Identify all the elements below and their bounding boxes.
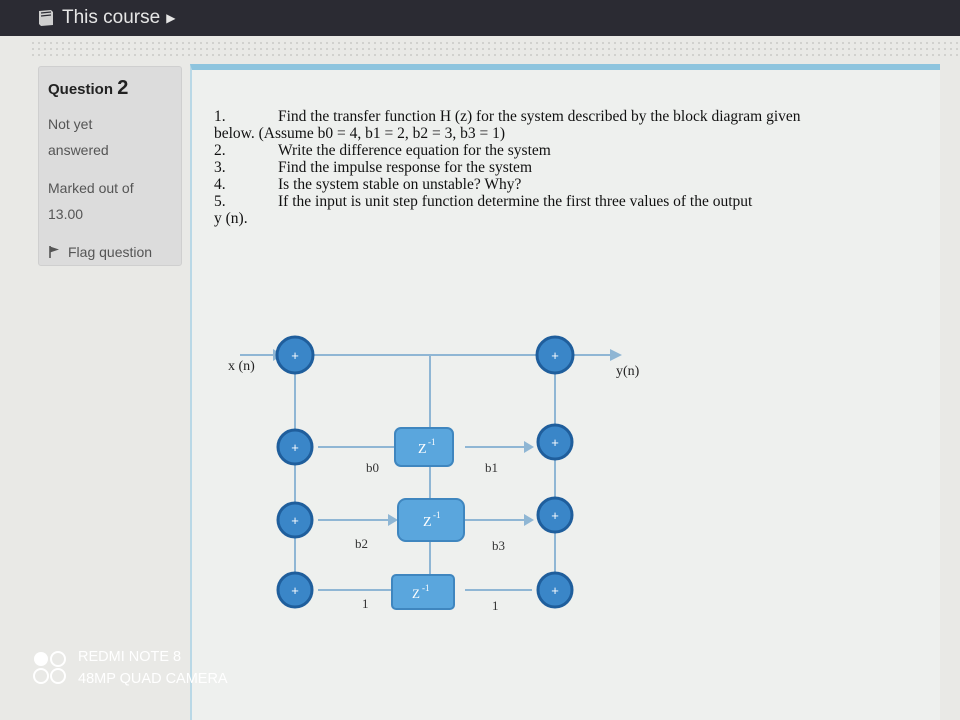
item-text: Find the impulse response for the system: [278, 159, 532, 176]
delay-block-3: [392, 575, 454, 609]
flag-question-label: Flag question: [68, 244, 153, 260]
plus-sign: +: [291, 348, 299, 363]
plus-sign: +: [551, 348, 559, 363]
plus-sign: +: [551, 435, 559, 450]
output-label: y(n): [616, 364, 640, 379]
delay-exponent: -1: [422, 583, 430, 593]
gain-one-left: 1: [362, 596, 369, 611]
item-text: Is the system stable on unstable? Why?: [278, 176, 522, 193]
delay-block-2: [398, 499, 464, 541]
output-arrow: [610, 349, 622, 361]
delay-exponent: -1: [428, 437, 436, 447]
marks-label: Marked out of: [48, 180, 134, 196]
arrow-b3: [524, 514, 534, 526]
delay-label: Z: [412, 586, 420, 601]
state-line-2: answered: [48, 142, 109, 158]
item-number: 4.: [214, 176, 226, 193]
adder-node: [277, 337, 313, 373]
gain-b2: b2: [355, 536, 368, 551]
state-line-1: Not yet: [48, 116, 93, 132]
input-label: x (n): [228, 359, 255, 374]
question-number: 2: [117, 77, 129, 99]
item-number: 3.: [214, 159, 226, 176]
arrow-b2: [388, 514, 398, 526]
delay-block-1: [395, 428, 453, 466]
adder-node: [278, 430, 312, 464]
question-label: Question: [48, 81, 114, 98]
delay-label: Z: [423, 515, 432, 530]
gain-one-right: 1: [492, 598, 499, 613]
adder-node: [538, 425, 572, 459]
gain-b0: b0: [366, 460, 379, 475]
arrow-b1: [524, 441, 534, 453]
item-text: Write the difference equation for the system: [278, 142, 551, 159]
item-text: y (n).: [214, 210, 248, 227]
caret-right-icon[interactable]: ▶: [166, 11, 176, 25]
adder-node: [537, 337, 573, 373]
adder-node: [538, 498, 572, 532]
item-text: Find the transfer function H (z) for the system described by the block diagram given: [278, 108, 801, 125]
adder-node: [278, 573, 312, 607]
gain-b3: b3: [492, 538, 505, 553]
watermark-line-1: REDMI NOTE 8: [78, 649, 182, 665]
delay-label: Z: [418, 442, 427, 457]
item-text: If the input is unit step function determine the first three values of the output: [278, 193, 753, 210]
item-text: below. (Assume b0 = 4, b1 = 2, b2 = 3, b3 = 1): [214, 125, 505, 142]
item-number: 5.: [214, 193, 226, 210]
plus-sign: +: [551, 583, 559, 598]
plus-sign: +: [291, 583, 299, 598]
adder-node: [278, 503, 312, 537]
delay-exponent: -1: [433, 510, 441, 520]
breadcrumb-this-course[interactable]: This course: [62, 7, 161, 28]
adder-node: [538, 573, 572, 607]
camera-watermark: [32, 646, 228, 690]
watermark-line-2: 48MP QUAD CAMERA: [78, 671, 228, 687]
gain-b1: b1: [485, 460, 498, 475]
camera-lens-icon: [32, 650, 68, 686]
diagram-lines: [240, 355, 618, 590]
marks-value: 13.00: [48, 206, 84, 222]
item-number: 1.: [214, 108, 226, 125]
plus-sign: +: [291, 513, 299, 528]
plus-sign: +: [291, 440, 299, 455]
item-number: 2.: [214, 142, 226, 159]
plus-sign: +: [551, 508, 559, 523]
